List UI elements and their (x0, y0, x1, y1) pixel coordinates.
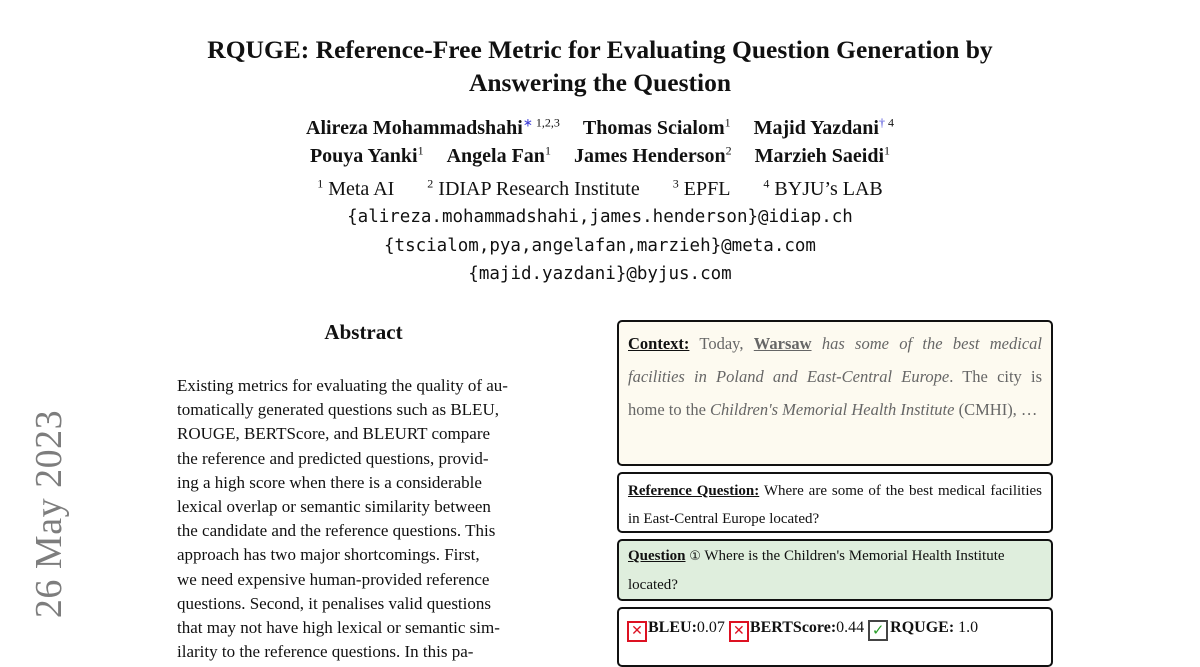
cross-mark-icon: ✕ (627, 621, 647, 642)
title-line-2: Answering the Question (468, 68, 732, 97)
abstract-line: ilarity to the reference questions. In this pa- (177, 642, 474, 662)
reference-text: Where are some of the best medical facilities in East-Central Europe located? (628, 483, 1042, 527)
abstract-line: lexical overlap or semantic similarity between (177, 497, 491, 517)
context-text: (CMHI), … (954, 400, 1038, 419)
metric-value: 1.0 (954, 619, 979, 636)
abstract-line: the reference and predicted questions, provid- (177, 448, 489, 468)
context-italic-text: has some of the best medical facilities in Poland and East-Central Europe (628, 334, 1042, 386)
metric-value: 0.44 (836, 619, 865, 636)
question-text: Where is the Children's Memorial Health Institute located? (628, 548, 1005, 593)
affiliation (673, 178, 731, 200)
author-row-1 (140, 114, 1060, 142)
reference-label: Reference Question: (628, 483, 760, 499)
abstract-line: approach has two major shortcomings. First, (177, 545, 480, 565)
metric-name: BLEU: (648, 619, 697, 636)
cross-mark-icon: ✕ (729, 621, 749, 642)
abstract-heading: Abstract (324, 320, 403, 344)
email-line: {majid.yazdani}@byjus.com (468, 264, 732, 284)
affiliation-number: 4 (763, 176, 770, 191)
metrics-box (617, 607, 1053, 667)
reference-question-box (617, 472, 1053, 533)
abstract-line: we need expensive human-provided reference (177, 569, 490, 589)
paper-title (140, 33, 1060, 99)
question-label: Question (628, 548, 686, 564)
email-line: {alireza.mohammadshahi,james.henderson}@idiap.ch (347, 207, 853, 227)
abstract-line: that may not have high lexical or semantic sim- (177, 618, 500, 638)
context-italic-text: Children's Memorial Health Institute (710, 400, 955, 419)
abstract-text (177, 374, 551, 664)
author-affiliation: 1 (724, 115, 731, 130)
title-line-1: RQUGE: Reference-Free Metric for Evaluating Question Generation by (207, 35, 993, 64)
author (755, 145, 890, 167)
affiliation-number: 1 (317, 176, 324, 191)
author (306, 117, 560, 139)
author-name: Pouya Yanki (309, 145, 418, 167)
affiliation-name: IDIAP Research Institute (438, 178, 640, 200)
author-list (140, 114, 1060, 170)
author (310, 145, 424, 167)
affiliation-name: BYJU’s LAB (774, 178, 883, 200)
candidate-question-box (617, 539, 1053, 601)
abstract-line: questions. Second, it penalises valid questions (177, 593, 491, 613)
metric-name: BERTScore: (749, 619, 837, 636)
affiliation-name: Meta AI (328, 178, 395, 200)
context-label: Context: (628, 334, 690, 353)
author-affiliation: 1 (417, 143, 424, 158)
arxiv-date-stamp (26, 404, 72, 624)
author (447, 145, 551, 167)
affiliation-list (140, 175, 1060, 203)
author-name: Majid Yazdani (753, 117, 879, 139)
author-name: Alireza Mohammadshahi (306, 117, 523, 139)
abstract-line: Existing metrics for evaluating the quality of au- (177, 376, 508, 395)
author-row-2 (140, 142, 1060, 170)
email-line: {tscialom,pya,angelafan,marzieh}@meta.com (384, 235, 816, 256)
affiliation (317, 178, 394, 200)
context-text: Today, (689, 334, 754, 353)
author (574, 145, 732, 167)
author-name: Angela Fan (446, 145, 545, 167)
author-name: Thomas Scialom (582, 117, 725, 139)
author-affiliation: 1 (544, 143, 551, 158)
context-answer-highlight: Warsaw (753, 334, 812, 353)
author-affiliation: 1,2,3 (535, 115, 560, 130)
author-affiliation: 2 (725, 143, 732, 158)
abstract-line: ing a high score when there is a considerable (177, 472, 482, 492)
author (583, 117, 731, 139)
abstract-line: ROUGE, BERTScore, and BLEURT compare (177, 424, 491, 444)
metric-value: 0.07 (696, 619, 725, 636)
side-date-text: 26 May 2023 (28, 409, 70, 619)
abstract-line: tomatically generated questions such as BLEU, (177, 400, 499, 420)
email-list (140, 203, 1060, 289)
author-symbol: ∗ (522, 115, 533, 130)
circled-one-icon: ① (689, 549, 701, 564)
author-name: Marzieh Saeidi (754, 145, 885, 167)
context-text: . The city is home to the (628, 367, 1043, 419)
author-affiliation: 4 (888, 115, 894, 130)
author (754, 117, 894, 139)
affiliation (427, 178, 639, 200)
context-box (617, 320, 1053, 466)
affiliation-name: EPFL (683, 178, 731, 200)
author-affiliation: 1 (884, 143, 891, 158)
author-name: James Henderson (573, 145, 726, 167)
affiliation-number: 3 (672, 176, 679, 191)
abstract-line: the candidate and the reference questions. This (177, 521, 496, 541)
check-mark-icon: ✓ (868, 620, 888, 641)
affiliation-number: 2 (427, 176, 434, 191)
metric-name: RQUGE: (890, 619, 955, 636)
author-symbol: † (879, 115, 885, 130)
affiliation (763, 178, 882, 200)
